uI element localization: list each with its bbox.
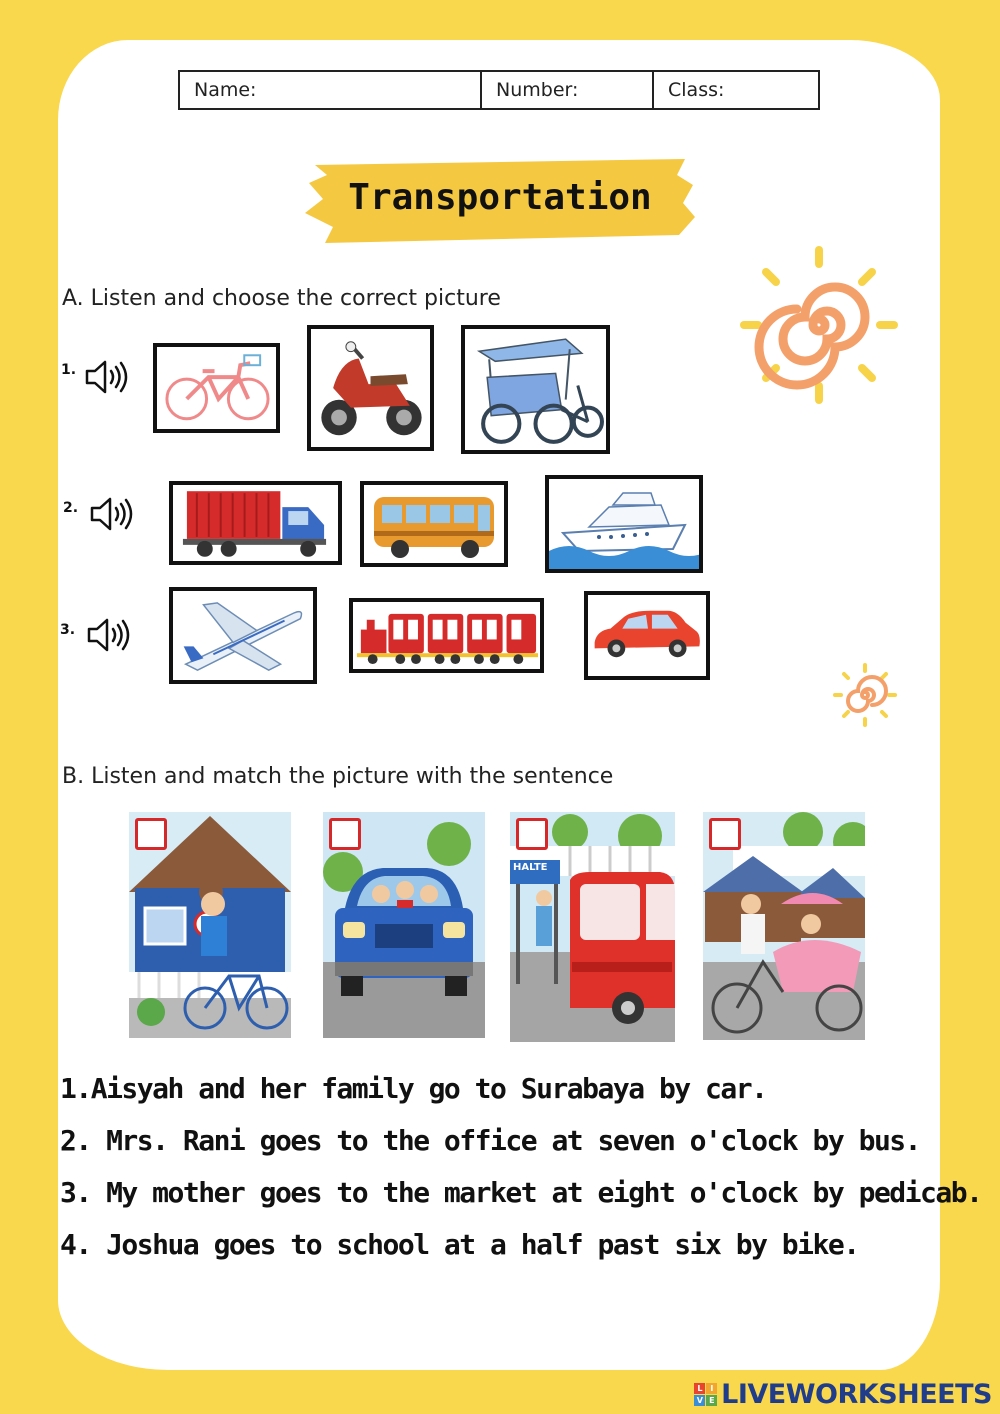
scene-family-car[interactable] <box>323 812 485 1038</box>
option-ship[interactable] <box>545 475 703 573</box>
page-title: Transportation <box>348 177 652 218</box>
sentence-2: 2. Mrs. Rani goes to the office at seven o'clock by bus. <box>60 1124 921 1157</box>
option-bus[interactable] <box>360 481 508 567</box>
name-label: Name: <box>194 79 257 101</box>
option-train[interactable] <box>349 598 544 673</box>
liveworksheets-brand[interactable] <box>694 1379 992 1410</box>
row-3-number: 3. <box>60 622 76 638</box>
option-motorcycle[interactable] <box>307 325 434 451</box>
car-icon <box>588 595 706 676</box>
answer-box-3[interactable] <box>516 818 548 850</box>
liveworksheets-logo-icon <box>694 1383 717 1406</box>
bus-icon <box>364 485 504 563</box>
section-a-heading: A. Listen and choose the correct picture <box>62 286 501 311</box>
scene-boy-bike[interactable] <box>129 812 291 1038</box>
motorcycle-icon <box>311 329 430 447</box>
brand-text: LIVEWORKSHEETS <box>721 1379 992 1410</box>
row-2-number: 2. <box>63 500 79 516</box>
sentence-4: 4. Joshua goes to school at a half past six by bike. <box>60 1228 859 1261</box>
airplane-icon <box>173 591 313 680</box>
sun-icon <box>738 244 900 406</box>
speaker-icon[interactable] <box>84 358 130 396</box>
small-sun-icon <box>832 662 898 728</box>
option-airplane[interactable] <box>169 587 317 684</box>
bicycle-icon <box>157 347 276 429</box>
title-banner <box>305 155 695 245</box>
answer-box-4[interactable] <box>709 818 741 850</box>
speaker-icon[interactable] <box>89 495 135 533</box>
section-b-heading: B. Listen and match the picture with the sentence <box>62 764 614 789</box>
name-field[interactable] <box>180 72 482 108</box>
number-label: Number: <box>496 79 579 101</box>
halte-sign: HALTE <box>513 862 548 873</box>
option-bicycle[interactable] <box>153 343 280 433</box>
number-field[interactable] <box>482 72 654 108</box>
option-pedicab[interactable] <box>461 325 610 454</box>
train-icon <box>353 602 540 669</box>
speaker-icon[interactable] <box>86 616 132 654</box>
answer-box-2[interactable] <box>329 818 361 850</box>
pedicab-icon <box>465 329 606 450</box>
sentence-3: 3. My mother goes to the market at eight o'clock by pedicab. <box>60 1176 982 1209</box>
logo-letter: L <box>694 1383 705 1394</box>
ship-icon <box>549 479 699 569</box>
logo-letter: I <box>706 1383 717 1394</box>
logo-letter: V <box>694 1395 705 1406</box>
answer-box-1[interactable] <box>135 818 167 850</box>
truck-icon <box>173 485 338 561</box>
row-1-number: 1. <box>61 362 77 378</box>
student-info-box <box>178 70 820 110</box>
class-label: Class: <box>668 79 725 101</box>
sentence-1: 1.Aisyah and her family go to Surabaya by car. <box>60 1072 767 1105</box>
scene-pedicab-market[interactable] <box>703 812 865 1040</box>
option-truck[interactable] <box>169 481 342 565</box>
class-field[interactable] <box>654 72 818 108</box>
logo-letter: E <box>706 1395 717 1406</box>
option-car[interactable] <box>584 591 710 680</box>
scene-bus-stop[interactable] <box>510 812 675 1042</box>
